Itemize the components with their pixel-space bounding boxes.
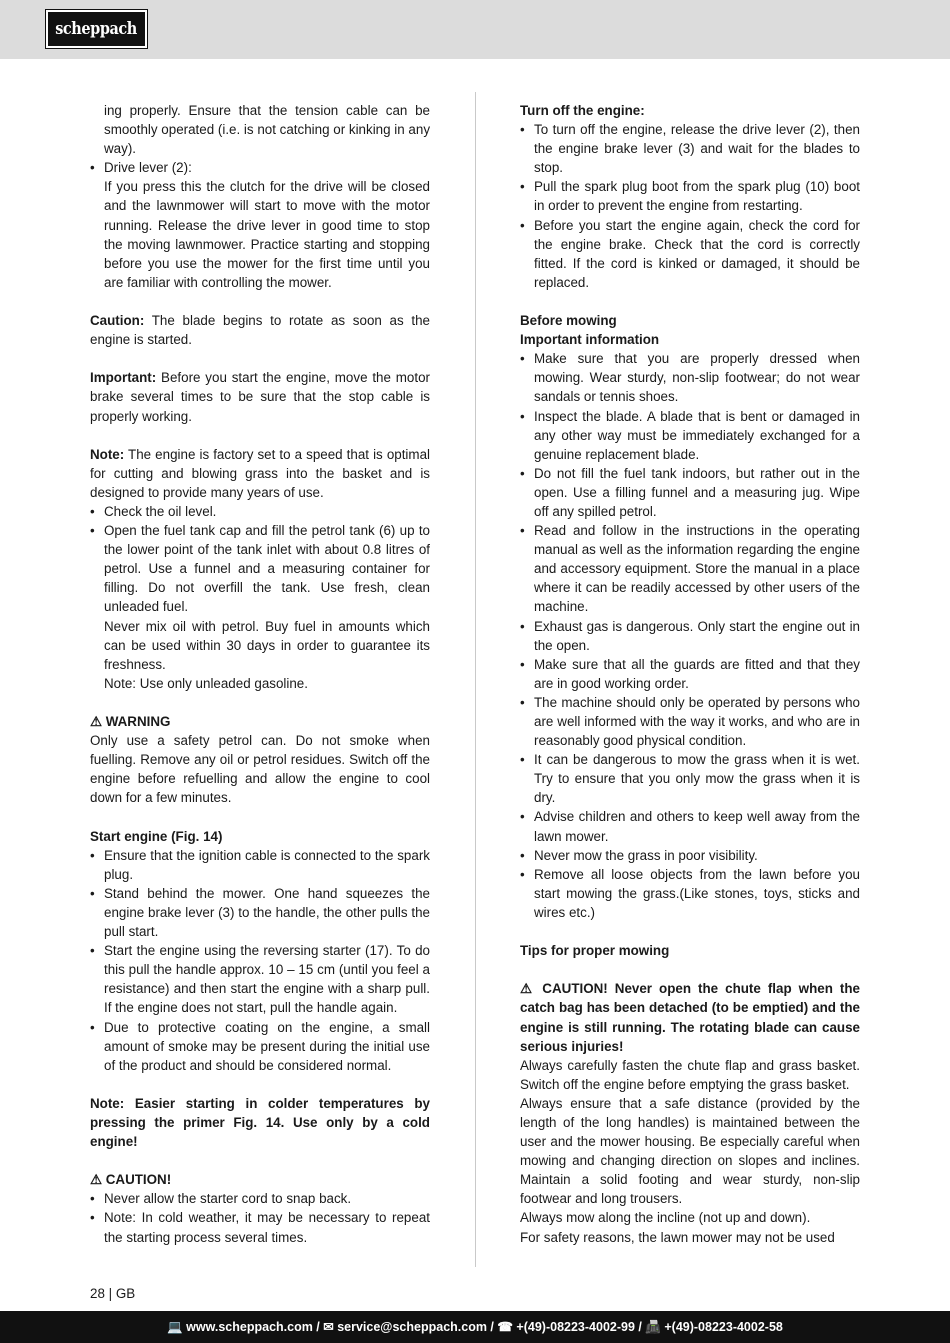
- section-heading: Before mowing: [520, 313, 617, 329]
- list-item: • Read and follow in the instructions in the operating manual as well as the information regarding the engine and accessory equipment. Store the manual in a place where it can be readily accessed by other users of the machine.: [520, 521, 860, 616]
- bullet-list: [90, 502, 430, 617]
- list-item: • Advise children and others to keep well away from the lawn mower.: [520, 807, 860, 845]
- list-item: • Inspect the blade. A blade that is bent or damaged in any other way must be immediately exchanged for a genuine replacement blade.: [520, 407, 860, 464]
- warning-heading: ⚠ WARNING: [90, 714, 171, 729]
- caution-list: [90, 1189, 430, 1246]
- list-item: • The machine should only be operated by persons who are well informed with the way it works, and who are in reasonably good physical condition.: [520, 693, 860, 750]
- paragraph: ing properly. Ensure that the tension cable can be smoothly operated (i.e. is not catching or kinking in any way).: [104, 103, 431, 157]
- caution-heading: ⚠ CAUTION!: [90, 1172, 172, 1188]
- list-item: • Drive lever (2):: [90, 158, 430, 177]
- scheppach-logo[interactable]: [46, 10, 147, 48]
- cold-start-note: Note: Easier starting in colder temperatures by pressing the primer Fig. 14. Use only by a cold engine!: [90, 1095, 430, 1150]
- turn-off-list: [520, 120, 860, 292]
- paragraph: If you press this the clutch for the drive will be closed and the lawnmower will start to move with the motor running. Release the drive lever in good time to stop the moving lawnmower. Practice starting and stopping before you use the mower for the first time until you are familiar with controlling the mower.: [104, 179, 430, 290]
- bullet-list: [90, 158, 430, 177]
- important-text: Before you start the engine, move the motor brake several times to be sure that the stop cable is properly working.: [90, 370, 430, 424]
- caution-label: Caution:: [90, 313, 145, 329]
- note-text: The engine is factory set to a speed that is optimal for cutting and blowing grass into the basket and is designed to provide many years of use.: [90, 446, 430, 500]
- caution-paragraph: [90, 311, 430, 349]
- list-item: • Remove all loose objects from the lawn before you start mowing the grass.(Like stones, toys, sticks and wires etc.): [520, 865, 860, 922]
- list-item: • It can be dangerous to mow the grass when it is wet. Try to ensure that you only mow the grass when it is dry.: [520, 750, 860, 807]
- note-paragraph: [90, 445, 430, 502]
- subsection-heading: Important information: [520, 332, 660, 348]
- important-label: Important:: [90, 370, 157, 386]
- section-heading: Tips for proper mowing: [520, 943, 670, 959]
- list-item: • Ensure that the ignition cable is connected to the spark plug.: [90, 846, 430, 884]
- paragraph: Always ensure that a safe distance (provided by the length of the long handles) is maintained between the user and the mower housing. Be especially careful when mowing and changing direction on slopes and inclines. Maintain a solid footing and wear sturdy, non-slip footwear and long trousers.: [520, 1095, 860, 1207]
- warning-text: Only use a safety petrol can. Do not smoke when fuelling. Remove any oil or petrol residues. Switch off the engine before refuelling and allow the engine to cool down for a few minutes.: [90, 733, 430, 806]
- right-column: [520, 101, 860, 1247]
- list-item: • Never mow the grass in poor visibility.: [520, 846, 860, 865]
- page-number: 28 | GB: [90, 1286, 136, 1301]
- section-heading: Turn off the engine:: [520, 103, 645, 118]
- important-paragraph: [90, 368, 430, 425]
- header-bar: [0, 0, 950, 59]
- list-item: • Make sure that all the guards are fitted and that they are in good working order.: [520, 655, 860, 693]
- list-item: • Exhaust gas is dangerous. Only start the engine out in the open.: [520, 617, 860, 655]
- paragraph: Always carefully fasten the chute flap and grass basket. Switch off the engine before emptying the grass basket.: [520, 1057, 860, 1092]
- list-item: • Open the fuel tank cap and fill the petrol tank (6) up to the lower point of the tank inlet with about 0.8 litres of petrol. Use a funnel and a measuring container for filling. Do not overfill the tank. Use fresh, clean unleaded fuel.: [90, 521, 430, 616]
- paragraph: Note: Use only unleaded gasoline.: [104, 675, 308, 691]
- section-heading: Start engine (Fig. 14): [90, 828, 223, 844]
- list-item: • Due to protective coating on the engine, a small amount of smoke may be present during the initial use of the product and should be considered normal.: [90, 1018, 430, 1075]
- caution-text: The blade begins to rotate as soon as the engine is started.: [90, 313, 430, 348]
- chute-caution: ⚠ CAUTION! Never open the chute flap when the catch bag has been detached (to be emptied) and the engine is still running. The rotating blade can cause serious injuries!: [520, 981, 860, 1054]
- list-item: • Never allow the starter cord to snap back.: [90, 1189, 430, 1208]
- list-item: • Do not fill the fuel tank indoors, but rather out in the open. Use a filling funnel and a measuring jug. Wipe off any spilled petrol.: [520, 464, 860, 521]
- paragraph: Never mix oil with petrol. Buy fuel in amounts which can be used within 30 days in order to guarantee its freshness.: [104, 618, 430, 672]
- list-item: • Before you start the engine again, check the cord for the engine brake. Check that the cord is correctly fitted. If the cord is kinked or damaged, it should be replaced.: [520, 216, 860, 292]
- note-label: Note:: [90, 446, 125, 462]
- paragraph: Always mow along the incline (not up and down).: [520, 1210, 811, 1226]
- list-item: • Note: In cold weather, it may be necessary to repeat the starting process several times.: [90, 1208, 430, 1246]
- list-item: • Make sure that you are properly dressed when mowing. Wear sturdy, non-slip footwear; do not wear sandals or tennis shoes.: [520, 349, 860, 406]
- list-item: • Start the engine using the reversing starter (17). To do this pull the handle approx. 10 – 15 cm (until you feel a resistance) and then start the engine with a sharp pull. If the engine does not start, pull the handle again.: [90, 941, 430, 1017]
- list-item: • To turn off the engine, release the drive lever (2), then the engine brake lever (3) and wait for the blades to stop.: [520, 120, 860, 177]
- column-divider: [475, 92, 476, 1267]
- list-item: • Pull the spark plug boot from the spark plug (10) boot in order to prevent the engine from restarting.: [520, 177, 860, 215]
- list-item: • Check the oil level.: [90, 502, 430, 521]
- paragraph: For safety reasons, the lawn mower may not be used: [520, 1229, 835, 1245]
- contact-info: 💻 www.scheppach.com / ✉ service@scheppach.com / ☎ +(49)-08223-4002-99 / 📠 +(49)-08223-4002-58: [167, 1320, 783, 1334]
- logo-text: scheppach: [55, 19, 138, 39]
- list-item: • Stand behind the mower. One hand squeezes the engine brake lever (3) to the handle, the other pulls the pull start.: [90, 884, 430, 941]
- contact-bar: [0, 1311, 950, 1343]
- before-mowing-list: [520, 349, 860, 922]
- start-engine-list: [90, 846, 430, 1075]
- left-column: [90, 101, 430, 1247]
